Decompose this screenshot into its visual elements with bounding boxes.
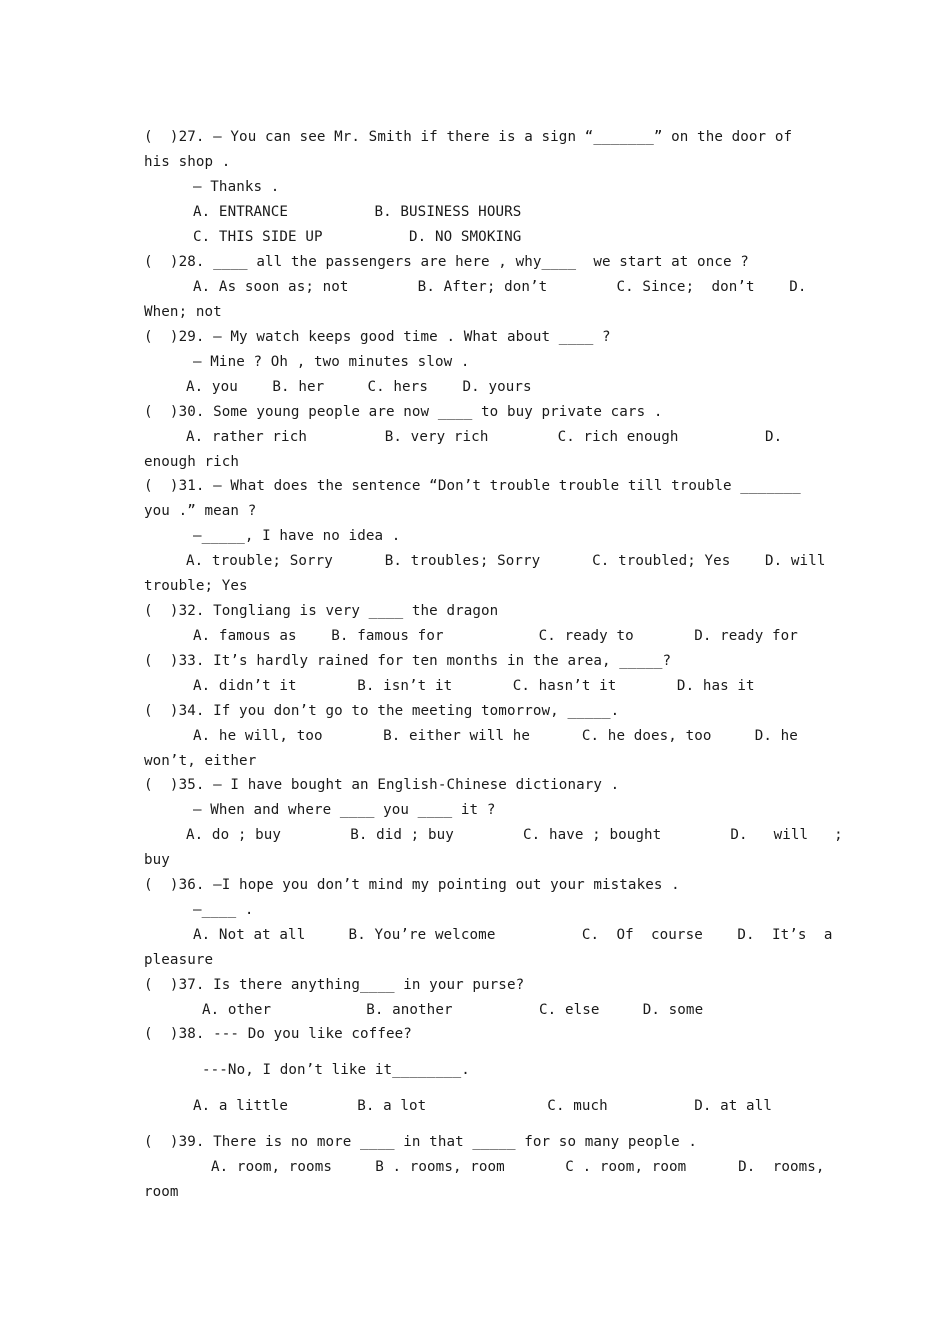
- question-38-reply: ---No, I don’t like it________.: [202, 1062, 470, 1078]
- question-39-options-cont: room: [144, 1184, 179, 1200]
- question-36-options: A. Not at all B. You’re welcome C. Of course D. It’s a: [193, 927, 833, 943]
- question-27-options-ab: A. ENTRANCE B. BUSINESS HOURS: [193, 204, 522, 220]
- question-31-stem: ( )31. — What does the sentence “Don’t trouble trouble till trouble _______: [144, 478, 801, 494]
- question-27-reply: — Thanks .: [193, 179, 280, 195]
- question-30-options: A. rather rich B. very rich C. rich enough D.: [186, 429, 783, 445]
- question-28-options: A. As soon as; not B. After; don’t C. Since; don’t D.: [193, 279, 807, 295]
- question-38-options: A. a little B. a lot C. much D. at all: [193, 1098, 772, 1114]
- question-30-options-cont: enough rich: [144, 454, 240, 470]
- question-31-reply: —_____, I have no idea .: [193, 528, 401, 544]
- question-35-stem: ( )35. — I have bought an English-Chinese dictionary .: [144, 777, 620, 793]
- question-34-options: A. he will, too B. either will he C. he does, too D. he: [193, 728, 798, 744]
- question-34-stem: ( )34. If you don’t go to the meeting tomorrow, _____.: [144, 703, 620, 719]
- question-27-stem-cont: his shop .: [144, 154, 231, 170]
- question-36-stem: ( )36. —I hope you don’t mind my pointing out your mistakes .: [144, 877, 680, 893]
- question-33-options: A. didn’t it B. isn’t it C. hasn’t it D. has it: [193, 678, 755, 694]
- question-29-stem: ( )29. — My watch keeps good time . What about ____ ?: [144, 329, 611, 345]
- question-39-options: A. room, rooms B . rooms, room C . room, room D. rooms,: [211, 1159, 825, 1175]
- question-29-options: A. you B. her C. hers D. yours: [186, 379, 532, 395]
- question-27-options-cd: C. THIS SIDE UP D. NO SMOKING: [193, 229, 522, 245]
- question-33-stem: ( )33. It’s hardly rained for ten months in the area, _____?: [144, 653, 672, 669]
- question-27-stem: ( )27. — You can see Mr. Smith if there is a sign “_______” on the door of: [144, 129, 793, 145]
- question-35-reply: — When and where ____ you ____ it ?: [193, 802, 496, 818]
- question-32-stem: ( )32. Tongliang is very ____ the dragon: [144, 603, 499, 619]
- question-37-options: A. other B. another C. else D. some: [202, 1002, 704, 1018]
- question-36-reply: —____ .: [193, 902, 254, 918]
- question-37-stem: ( )37. Is there anything____ in your purse?: [144, 977, 525, 993]
- question-31-options: A. trouble; Sorry B. troubles; Sorry C. troubled; Yes D. will: [186, 553, 826, 569]
- question-28-stem: ( )28. ____ all the passengers are here , why____ we start at once ?: [144, 254, 749, 270]
- question-35-options: A. do ; buy B. did ; buy C. have ; bought D. will ;: [186, 827, 843, 843]
- question-31-stem-cont: you .” mean ?: [144, 503, 257, 519]
- question-39-stem: ( )39. There is no more ____ in that _____ for so many people .: [144, 1134, 698, 1150]
- question-35-options-cont: buy: [144, 852, 170, 868]
- question-32-options: A. famous as B. famous for C. ready to D. ready for: [193, 628, 798, 644]
- question-28-options-cont: When; not: [144, 304, 222, 320]
- question-36-options-cont: pleasure: [144, 952, 214, 968]
- question-38-stem: ( )38. --- Do you like coffee?: [144, 1026, 412, 1042]
- question-30-stem: ( )30. Some young people are now ____ to buy private cars .: [144, 404, 663, 420]
- question-34-options-cont: won’t, either: [144, 753, 257, 769]
- question-29-reply: — Mine ? Oh , two minutes slow .: [193, 354, 470, 370]
- question-31-options-cont: trouble; Yes: [144, 578, 248, 594]
